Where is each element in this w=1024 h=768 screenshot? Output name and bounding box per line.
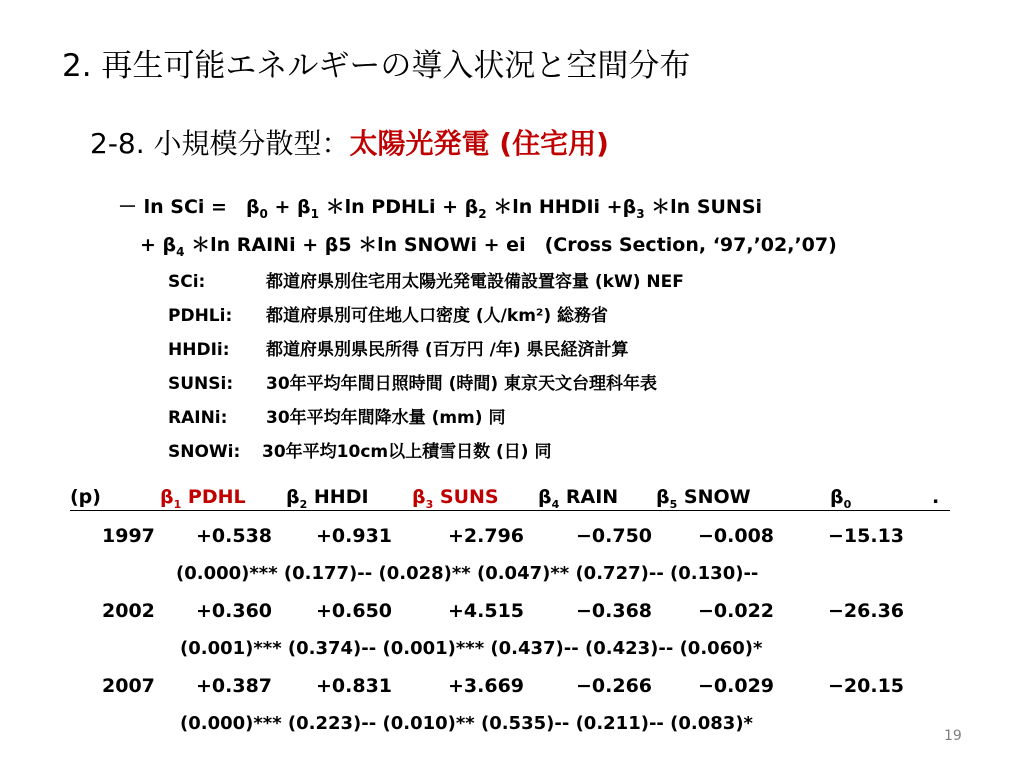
coef-cell: +0.831 [316, 675, 393, 697]
coef-cell: +3.669 [448, 675, 525, 697]
coef-cell: +0.931 [316, 525, 393, 547]
beta-sub: 5 [669, 497, 678, 511]
definition-row [168, 369, 657, 394]
pvalue-row: (0.000)*** (0.177)‐‐ (0.028)** (0.047)** (0.727)‐‐ (0.130)‐‐ [176, 563, 759, 584]
def-value: 都道府県別県民所得 (百万円 /年) 県民経済計算 [266, 340, 629, 360]
beta-0-sub: 0 [259, 206, 268, 221]
p-label: (p) [70, 486, 101, 508]
equation-line-1 [118, 192, 762, 221]
eq-part: + β [140, 234, 177, 256]
beta-sub: 4 [551, 497, 560, 511]
def-value: 都道府県別可住地人口密度 (人/km²) 総務省 [266, 306, 609, 326]
beta-sub: 1 [173, 497, 182, 511]
header-beta2 [286, 486, 369, 511]
beta-sub: 2 [299, 497, 308, 511]
def-value: 30年平均10cm以上積雪日数 (日) 同 [262, 442, 552, 462]
header-beta4 [538, 486, 618, 511]
definition-row [168, 335, 629, 360]
coef-cell: −0.022 [698, 600, 775, 622]
definition-row [168, 403, 505, 428]
header-name: SNOW [683, 486, 751, 508]
beta-symbol: β [160, 486, 174, 508]
coef-cell: +0.387 [196, 675, 273, 697]
coef-cell: +0.538 [196, 525, 273, 547]
definition-row [168, 437, 551, 462]
beta-symbol: β [286, 486, 300, 508]
def-key: HHDIi: [168, 340, 230, 360]
subtitle-highlight: 太陽光発電 (住宅用) [349, 127, 609, 160]
def-key: RAINi: [168, 408, 228, 428]
def-value: 30年平均年間降水量 (mm) 同 [266, 408, 506, 428]
beta-4-sub: 4 [176, 244, 185, 259]
beta-symbol: β [656, 486, 670, 508]
eq-part: + β [267, 196, 311, 218]
header-beta3 [412, 486, 499, 511]
beta-symbol: β [412, 486, 426, 508]
def-value: 都道府県別住宅用太陽光発電設備設置容量 (kW) NEF [266, 272, 684, 292]
def-key: PDHLi: [168, 306, 233, 326]
coef-cell: −0.750 [576, 525, 653, 547]
eq-part: ＊ln SUNSi [644, 196, 763, 218]
coef-cell: −0.266 [576, 675, 653, 697]
beta-3-sub: 3 [636, 206, 645, 221]
definition-row [168, 301, 608, 326]
beta-symbol: β [830, 486, 844, 508]
eq-part: ＊ln RAINi + β5 ＊ln SNOWi + ei (Cross Section, ‘97,’02,’07) [184, 234, 837, 256]
subtitle-prefix: 2-8. 小規模分散型： [90, 127, 350, 160]
trailing-dot: . [932, 486, 940, 508]
row-year: 2007 [102, 675, 155, 697]
beta-sub: 0 [843, 497, 852, 511]
coef-cell: −26.36 [828, 600, 905, 622]
header-name: SUNS [439, 486, 499, 508]
eq-part: ＊ln HHDIi +β [486, 196, 637, 218]
header-name: PDHL [187, 486, 246, 508]
def-value: 30年平均年間日照時間 (時間) 東京天文台理科年表 [266, 374, 658, 394]
coef-cell: −0.008 [698, 525, 775, 547]
eq-part: － ln SCi = β [118, 196, 260, 218]
header-beta1 [160, 486, 246, 511]
header-name: RAIN [565, 486, 619, 508]
definition-row [168, 267, 684, 292]
coef-cell: −20.15 [828, 675, 905, 697]
def-key: SNOWi: [168, 442, 241, 462]
header-beta0 [830, 486, 851, 511]
coef-cell: +0.360 [196, 600, 273, 622]
beta-2-sub: 2 [478, 206, 487, 221]
def-key: SUNSi: [168, 374, 234, 394]
pvalue-row: (0.000)*** (0.223)‐‐ (0.010)** (0.535)‐‐ (0.211)‐‐ (0.083)* [180, 713, 753, 734]
coef-cell: −0.368 [576, 600, 653, 622]
coef-cell: +2.796 [448, 525, 525, 547]
def-key: SCi: [168, 272, 206, 292]
row-year: 1997 [102, 525, 155, 547]
coef-cell: −15.13 [828, 525, 905, 547]
beta-1-sub: 1 [310, 206, 320, 221]
table-header [70, 486, 950, 511]
header-beta5 [656, 486, 751, 511]
beta-symbol: β [538, 486, 552, 508]
equation-line-2 [140, 230, 837, 259]
section-subtitle [90, 122, 609, 162]
coef-cell: +4.515 [448, 600, 525, 622]
coef-cell: +0.650 [316, 600, 393, 622]
beta-sub: 3 [425, 497, 434, 511]
slide-title: 2. 再生可能エネルギーの導入状況と空間分布 [62, 48, 691, 84]
eq-part: ＊ln PDHLi + β [319, 196, 479, 218]
pvalue-row: (0.001)*** (0.374)‐‐ (0.001)*** (0.437)‐‐ (0.423)‐‐ (0.060)* [180, 638, 763, 659]
page-number: 19 [944, 728, 962, 744]
coef-cell: −0.029 [698, 675, 775, 697]
row-year: 2002 [102, 600, 155, 622]
header-name: HHDI [313, 486, 369, 508]
